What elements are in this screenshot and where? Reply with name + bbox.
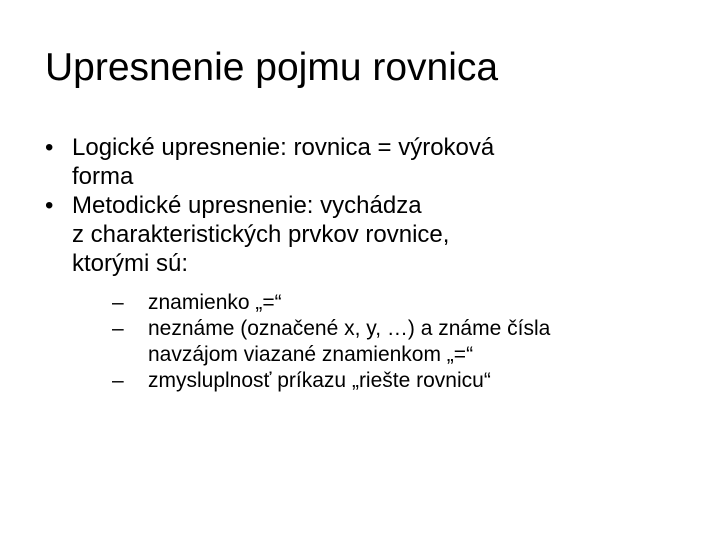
sub-marker: –: [112, 317, 124, 340]
sub-line: zmysluplnosť príkazu „riešte rovnicu“: [148, 369, 491, 392]
bullet-line: Logické upresnenie: rovnica = výroková: [72, 134, 495, 161]
bullet-line: forma: [72, 163, 134, 190]
sub-marker: –: [112, 369, 124, 392]
sub-marker: –: [112, 291, 124, 314]
bullet-marker: •: [45, 192, 54, 219]
bullet-line: z charakteristických prvkov rovnice,: [72, 221, 450, 248]
sub-item-equals-sign: [112, 290, 685, 316]
bullet-list: [45, 133, 685, 394]
bullet-line: Metodické upresnenie: vychádza: [72, 192, 422, 219]
sub-line: neznáme (označené x, y, …) a známe čísla: [148, 317, 551, 340]
sub-line: navzájom viazané znamienkom „=“: [148, 343, 474, 366]
bullet-item-logical: [45, 133, 685, 191]
sub-item-meaningfulness: [112, 368, 685, 394]
slide-title: Upresnenie pojmu rovnica: [45, 46, 499, 89]
bullet-line: ktorými sú:: [72, 250, 189, 277]
sub-item-unknowns: [112, 316, 685, 368]
bullet-marker: •: [45, 134, 54, 161]
sub-bullet-list: [72, 290, 685, 394]
sub-line: znamienko „=“: [148, 291, 282, 314]
bullet-item-methodical: [45, 191, 685, 394]
